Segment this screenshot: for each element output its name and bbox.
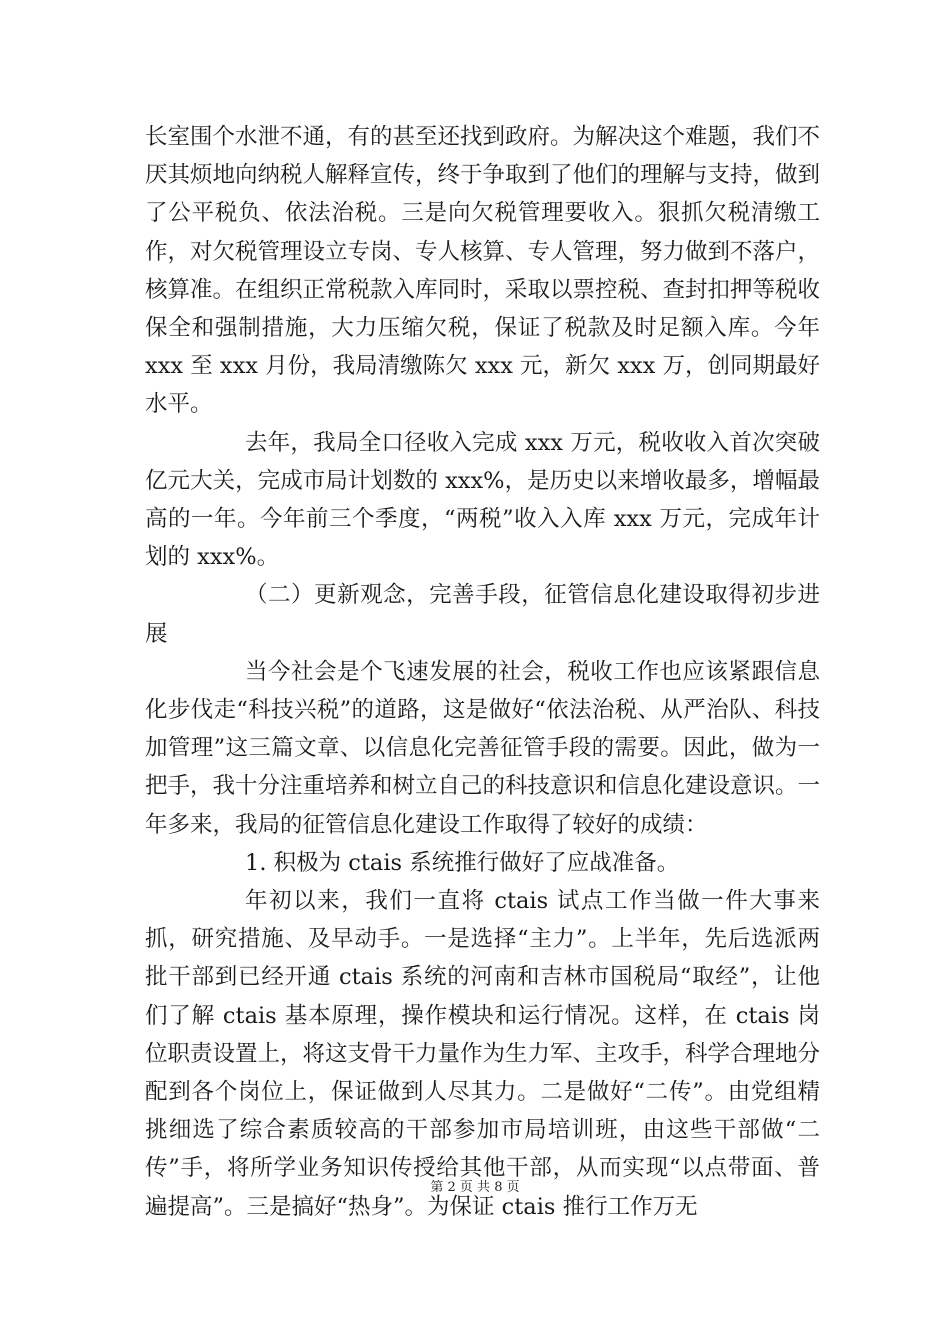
page-footer: 第 2 页 共 8 页 (430, 1180, 520, 1195)
paragraph-informatization-intro: 当今社会是个飞速发展的社会，税收工作也应该紧跟信息化步伐走“科技兴税”的道路，这是做好“依法治税、从严治队、科技加管理”这三篇文章、以信息化完善征管手段的需要。因此，做为一把手，我十分注重培养和树立自己的科技意识和信息化建设意识。一年多来，我局的征管信息化建设工作取得了较好的成绩： (145, 658, 821, 838)
paragraph-ctais-pilot: 年初以来，我们一直将 ctais 试点工作当做一件大事来抓，研究措施、及早动手。一是选择“主力”。上半年，先后选派两批干部到已经开通 ctais 系统的河南和吉林市国税局“取经”，让他们了解 ctais 基本原理，操作模块和运行情况。这样，在 ctais 岗位职责设置上，将这支骨干力量作为生力军、主攻手，科学合理地分配到各个岗位上，保证做到人尽其力。二是做好“二传”。由党组精挑细选了综合素质较高的干部参加市局培训班，由这些干部做“二传”手，将所学业务知识传授给其他干部，从而实现“以点带面、普遍提高”。三是搞好“热身”。为保证 ctais 推行工作万无 (145, 888, 821, 1220)
paragraph-tax-arrears: 长室围个水泄不通，有的甚至还找到政府。为解决这个难题，我们不厌其烦地向纳税人解释宣传，终于争取到了他们的理解与支持，做到了公平税负、依法治税。三是向欠税管理要收入。狠抓欠税清缴工作，对欠税管理设立专岗、专人核算、专人管理，努力做到不落户，核算准。在组织正常税款入库同时，采取以票控税、查封扣押等税收保全和强制措施，大力压缩欠税，保证了税款及时足额入库。今年 xxx 至 xxx 月份，我局清缴陈欠 xxx 元，新欠 xxx 万，创同期最好水平。 (145, 124, 828, 418)
body-text (145, 118, 828, 1226)
section-heading-informatization: （二）更新观念，完善手段，征管信息化建设取得初步进展 (145, 582, 820, 647)
list-item-ctais-preparation: 1. 积极为 ctais 系统推行做好了应战准备。 (245, 849, 680, 876)
paragraph-revenue-summary: 去年，我局全口径收入完成 xxx 万元，税收收入首次突破亿元大关，完成市局计划数的 xxx%，是历史以来增收最多，增幅最高的一年。今年前三个季度，“两税”收入入库 xxx 万元，完成年计划的 xxx%。 (145, 429, 820, 571)
